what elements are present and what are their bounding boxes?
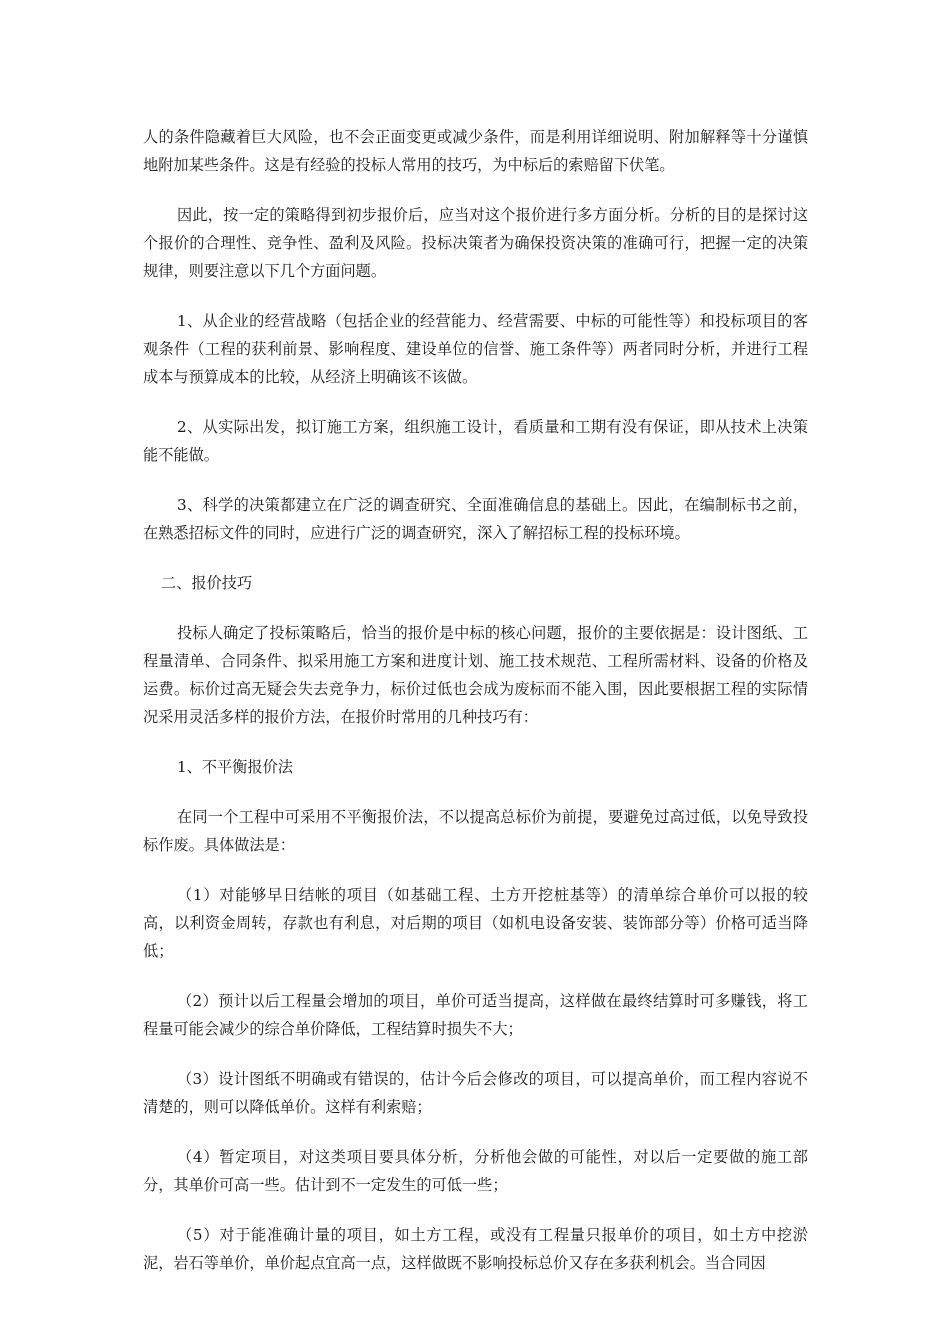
- paragraph: 1、从企业的经营战略（包括企业的经营能力、经营需要、中标的可能性等）和投标项目的客观条件（工程的获利前景、影响程度、建设单位的信誉、施工条件等）两者同时分析，并进行工程成本与预算成本的比较，从经济上明确该不该做。: [143, 312, 808, 386]
- paragraph: 在同一个工程中可采用不平衡报价法，不以提高总标价为前提，要避免过高过低，以免导致投标作废。具体做法是：: [143, 808, 808, 854]
- document-body: [143, 123, 808, 1299]
- paragraph: 3、科学的决策都建立在广泛的调查研究、全面准确信息的基础上。因此，在编制标书之前，在熟悉招标文件的同时，应进行广泛的调查研究，深入了解招标工程的投标环境。: [143, 496, 808, 542]
- paragraph: 因此，按一定的策略得到初步报价后，应当对这个报价进行多方面分析。分析的目的是探讨这个报价的合理性、竞争性、盈利及风险。投标决策者为确保投资决策的准确可行，把握一定的决策规律，则要注意以下几个方面问题。: [143, 206, 808, 280]
- paragraph: 人的条件隐藏着巨大风险，也不会正面变更或减少条件，而是利用详细说明、附加解释等十分谨慎地附加某些条件。这是有经验的投标人常用的技巧，为中标后的索赔留下伏笔。: [143, 128, 808, 174]
- paragraph: 投标人确定了投标策略后，恰当的报价是中标的核心问题，报价的主要依据是：设计图纸、工程量清单、合同条件、拟采用施工方案和进度计划、施工技术规范、工程所需材料、设备的价格及运费。标价过高无疑会失去竞争力，标价过低也会成为废标而不能入围，因此要根据工程的实际情况采用灵活多样的报价方法，在报价时常用的几种技巧有：: [143, 624, 808, 726]
- list-item: （1）对能够早日结帐的项目（如基础工程、土方开挖桩基等）的清单综合单价可以报的较高，以利资金周转，存款也有利息，对后期的项目（如机电设备安装、装饰部分等）价格可适当降低；: [143, 886, 808, 960]
- list-item: （2）预计以后工程量会增加的项目，单价可适当提高，这样做在最终结算时可多赚钱，将工程量可能会减少的综合单价降低，工程结算时损失不大；: [143, 992, 808, 1038]
- subsection-heading: 1、不平衡报价法: [177, 758, 293, 776]
- list-item: （4）暂定项目，对这类项目要具体分析，分析他会做的可能性，对以后一定要做的施工部分，其单价可高一些。估计到不一定发生的可低一些；: [143, 1148, 808, 1194]
- list-item: （3）设计图纸不明确或有错误的，估计今后会修改的项目，可以提高单价，而工程内容说不清楚的，则可以降低单价。这样有利索赔；: [143, 1070, 808, 1116]
- list-item: （5）对于能准确计量的项目，如土方工程，或没有工程量只报单价的项目，如土方中挖淤泥，岩石等单价，单价起点宜高一点，这样做既不影响投标总价又存在多获利机会。当合同因: [143, 1226, 808, 1272]
- paragraph: 2、从实际出发，拟订施工方案，组织施工设计，看质量和工期有没有保证，即从技术上决策能不能做。: [143, 418, 808, 464]
- section-heading: 二、报价技巧: [161, 574, 253, 592]
